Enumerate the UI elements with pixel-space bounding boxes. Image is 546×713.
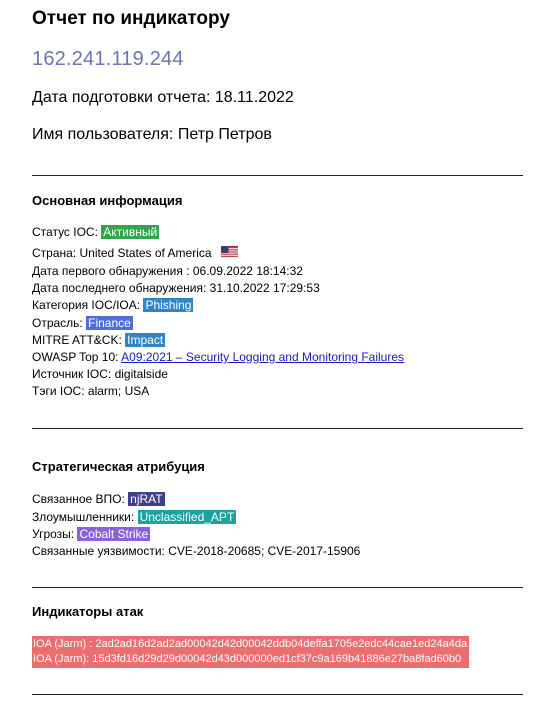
report-user-label: Имя пользователя: (32, 126, 174, 143)
section-basic-heading: Основная информация (32, 193, 183, 208)
report-date-label: Дата подготовки отчета: (32, 89, 211, 106)
last-seen-row (32, 280, 320, 297)
vulns-value: CVE-2018-20685; CVE-2017-15906 (168, 544, 361, 558)
ioa-list (32, 636, 469, 668)
threats-row (32, 526, 150, 543)
threats-badge: Cobalt Strike (79, 527, 149, 541)
country-value: United States of America (79, 246, 212, 260)
industry-label: Отрасль: (32, 316, 83, 330)
divider (32, 428, 523, 429)
ioa-item: IOA (Jarm): 15d3fd16d29d29d00042d43d000000ed1cf37c9a169b41886e27ba8fad60b0 (33, 653, 462, 665)
owasp-link[interactable]: A09:2021 – Security Logging and Monitoring Failures (121, 350, 405, 364)
malware-badge: njRAT (130, 492, 163, 506)
first-seen-label: Дата первого обнаружения : (32, 264, 190, 278)
threats-label: Угрозы: (32, 527, 75, 541)
tags-label: Тэги IOC: (32, 384, 85, 398)
tags-value: alarm; USA (87, 384, 150, 398)
mitre-label: MITRE ATT&CK: (32, 333, 122, 347)
report-user (32, 126, 272, 144)
category-label: Категория IOC/IOA: (32, 298, 141, 312)
mitre-row (32, 332, 165, 349)
report-date-value: 18.11.2022 (214, 89, 294, 106)
report-user-value: Петр Петров (177, 126, 272, 143)
page-title: Отчет по индикатору (32, 8, 230, 29)
industry-row (32, 315, 133, 332)
status-badge: Активный (103, 225, 158, 239)
section-indicators-heading: Индикаторы атак (32, 604, 144, 619)
section-attribution-heading: Стратегическая атрибуция (32, 459, 205, 474)
divider (32, 694, 523, 695)
actors-row (32, 509, 236, 526)
actors-label: Злоумышленники: (32, 510, 135, 524)
country-row (32, 245, 238, 262)
country-label: Страна: (32, 246, 77, 260)
owasp-row (32, 349, 404, 366)
owasp-label: OWASP Top 10: (32, 350, 119, 364)
last-seen-value: 31.10.2022 17:29:53 (209, 281, 320, 295)
industry-badge: Finance (88, 316, 131, 330)
category-badge: Phishing (145, 298, 192, 312)
first-seen-value: 06.09.2022 18:14:32 (192, 264, 303, 278)
source-row (32, 366, 168, 383)
vulns-label: Связанные уязвимости: (32, 544, 165, 558)
source-value: digitalside (114, 367, 168, 381)
tags-row (32, 383, 149, 400)
mitre-badge: Impact (127, 333, 164, 347)
malware-row (32, 491, 165, 508)
category-row (32, 297, 193, 314)
us-flag-icon (221, 246, 238, 258)
source-label: Источник IOC: (32, 367, 112, 381)
first-seen-row (32, 263, 303, 280)
status-row (32, 224, 159, 241)
actors-badge: Unclassified_APT (139, 510, 235, 524)
status-label: Статус IOC: (32, 225, 98, 239)
indicator-ip: 162.241.119.244 (32, 48, 184, 70)
report-date (32, 89, 294, 107)
ioa-item: IOA (Jarm) : 2ad2ad16d2ad2ad00042d42d00042ddb04deffa1705e2edc44cae1ed24a4da (33, 638, 468, 650)
divider (32, 175, 523, 176)
divider (32, 587, 523, 588)
vulns-row (32, 543, 360, 560)
last-seen-label: Дата последнего обнаружения: (32, 281, 207, 295)
malware-label: Связанное ВПО: (32, 492, 125, 506)
